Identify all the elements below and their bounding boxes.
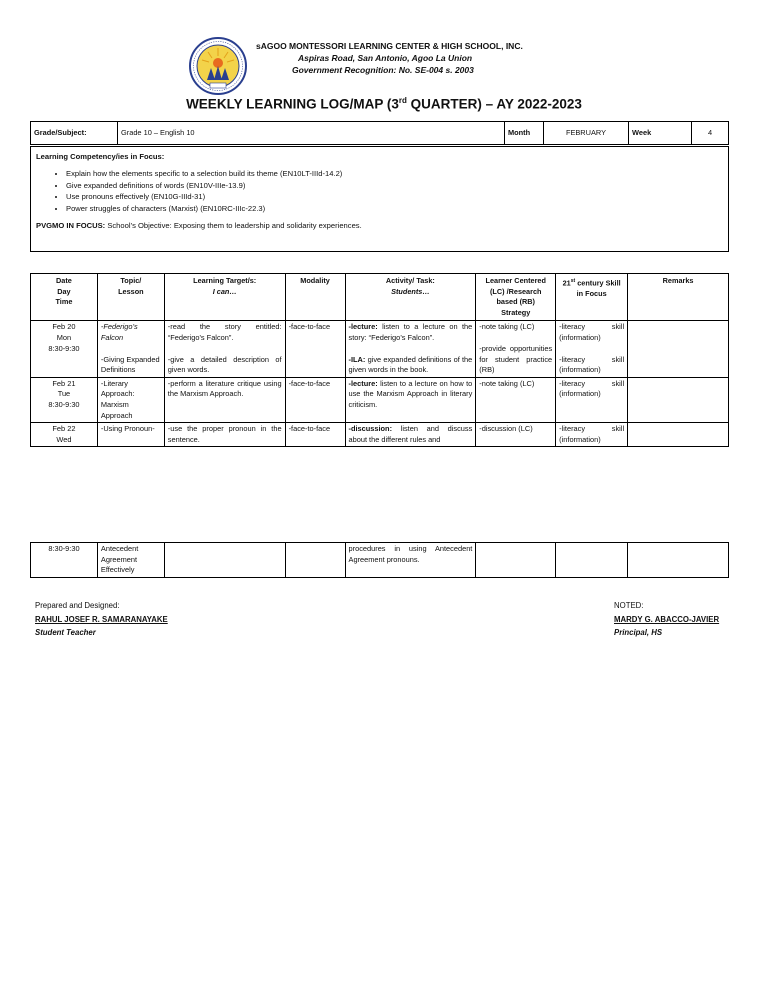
- topic-text: -Giving Expanded Definitions: [100, 354, 160, 375]
- header-topic: [97, 274, 164, 321]
- date-cell: [31, 423, 98, 447]
- noted-block: [614, 599, 719, 640]
- header-modality: Modality: [285, 274, 345, 321]
- learner-cell: [476, 543, 556, 578]
- remarks-cell: [628, 321, 729, 377]
- activity-label: -lecture:: [348, 322, 378, 332]
- skill-cell: [556, 321, 628, 377]
- date-text: Feb 22: [52, 424, 76, 434]
- header-activity: [345, 274, 476, 321]
- header-learner-line: (LC) /Research: [489, 286, 542, 296]
- week-value: 4: [692, 122, 729, 145]
- modality-cell: [285, 543, 345, 578]
- noted-name: MARDY G. ABACCO-JAVIER: [614, 614, 720, 624]
- skill-cell: -literacy skill (information): [556, 423, 628, 447]
- activity-cell: procedures in using Antecedent Agreement pronouns.: [345, 543, 476, 578]
- prepared-name: RAHUL JOSEF R. SAMARANAYAKE: [35, 614, 168, 624]
- table-row: [31, 377, 729, 422]
- competencies-heading: Learning Competency/ies in Focus:: [36, 152, 165, 161]
- header-target: [164, 274, 285, 321]
- title-text-end: QUARTER) – AY 2022-2023: [406, 96, 582, 112]
- topic-cell: -Literary Approach: Marxism Approach: [97, 377, 164, 422]
- school-address: Aspiras Road, San Antonio, Agoo La Union: [298, 53, 473, 63]
- header-date: [31, 274, 98, 321]
- topic-cell: Antecedent Agreement Effectively: [97, 543, 164, 578]
- header-learner-centered: [476, 274, 556, 321]
- date-cell: [31, 377, 98, 422]
- school-name: sAGOO MONTESSORI LEARNING CENTER & HIGH SCHOOL, INC.: [256, 41, 523, 51]
- table-row: [31, 423, 729, 447]
- header-lesson-line: Lesson: [118, 286, 144, 296]
- skill-text: -literacy skill (information): [559, 354, 625, 375]
- activity-desc: listen to a lecture on the story: “Federigo’s Falcon”.: [348, 322, 473, 342]
- skill-text: century Skill: [575, 278, 621, 288]
- target-text: -give a detailed description of given words.: [167, 354, 282, 375]
- header-skill-line: [558, 276, 625, 289]
- day-text: Wed: [56, 434, 72, 444]
- header-skill: [556, 274, 628, 321]
- skill-cell: -literacy skill (information): [556, 377, 628, 422]
- skill-number: 21: [562, 278, 571, 288]
- modality-cell: -face-to-face: [285, 423, 345, 447]
- target-cell: [164, 321, 285, 377]
- list-item: • Use pronouns effectively (EN10G-IIId-31): [66, 191, 723, 202]
- prepared-role: Student Teacher: [35, 628, 96, 637]
- skill-text: -literacy skill (information): [559, 322, 625, 342]
- noted-role: Principal, HS: [614, 628, 663, 637]
- header-ican-line: I can…: [212, 286, 237, 296]
- target-text: -read the story entitled: “Federigo’s Falcon”.: [167, 322, 282, 342]
- topic-cell: [97, 321, 164, 377]
- remarks-cell: [628, 377, 729, 422]
- prepared-block: [35, 599, 168, 640]
- header-learner-line: based (RB): [496, 297, 535, 307]
- header-day-line: Day: [57, 286, 71, 296]
- target-cell: [164, 543, 285, 578]
- header-learner-line: Learner Centered: [485, 276, 546, 285]
- info-table: [30, 121, 729, 145]
- school-header: [256, 40, 656, 76]
- grade-value: Grade 10 – English 10: [118, 122, 505, 145]
- month-value: FEBRUARY: [544, 122, 629, 145]
- learner-text: -note taking (LC): [479, 322, 535, 332]
- table-header-row: [31, 274, 729, 321]
- time-cell: 8:30-9:30: [31, 543, 98, 578]
- remarks-cell: [628, 543, 729, 578]
- noted-label: NOTED:: [614, 601, 644, 610]
- date-text: Feb 21: [52, 378, 76, 388]
- header-target-line: Learning Target/s:: [193, 276, 257, 285]
- modality-cell: -face-to-face: [285, 377, 345, 422]
- title-text: WEEKLY LEARNING LOG/MAP (3: [186, 96, 399, 112]
- header-activity-line: Activity/ Task:: [385, 276, 435, 285]
- prepared-label: Prepared and Designed:: [35, 601, 120, 610]
- school-recognition: Government Recognition: No. SE-004 s. 2003: [292, 65, 474, 75]
- list-item: • Give expanded definitions of words (EN10V-IIIe-13.9): [66, 180, 723, 191]
- learner-cell: [476, 321, 556, 377]
- modality-cell: -face-to-face: [285, 321, 345, 377]
- learning-log-table: [30, 273, 729, 447]
- continuation-table: [30, 542, 729, 578]
- activity-text: [349, 322, 473, 343]
- grade-label: Grade/Subject:: [31, 122, 118, 145]
- learner-cell: -discussion (LC): [476, 423, 556, 447]
- activity-desc: listen and discuss about the different rules and: [348, 424, 473, 444]
- time-text: 8:30-9:30: [48, 343, 80, 353]
- learner-text: -provide opportunities for student practice (RB): [479, 343, 553, 375]
- activity-label: -lecture:: [348, 378, 378, 388]
- activity-text: [349, 355, 473, 376]
- skill-cell: [556, 543, 628, 578]
- topic-text: -Federigo’s Falcon: [100, 322, 138, 342]
- topic-cell: -Using Pronoun-: [97, 423, 164, 447]
- pvgmo-label: PVGMO IN FOCUS:: [36, 221, 106, 231]
- header-skill-line2: in Focus: [576, 289, 607, 299]
- list-item: • Explain how the elements specific to a selection build its theme (EN10LT-IIId-14.2): [66, 168, 723, 179]
- remarks-cell: [628, 423, 729, 447]
- pvgmo-line: [36, 220, 723, 231]
- activity-cell: [345, 423, 476, 447]
- learner-cell: -note taking (LC): [476, 377, 556, 422]
- header-students-line: Students…: [391, 286, 430, 296]
- school-seal-logo: [188, 36, 248, 96]
- week-label: Week: [629, 122, 692, 145]
- day-text: Mon: [56, 332, 72, 342]
- page-title: [0, 96, 768, 112]
- header-learner-line: Strategy: [501, 307, 531, 317]
- competencies-box: [30, 146, 729, 252]
- target-cell: -perform a literature critique using the Marxism Approach.: [164, 377, 285, 422]
- date-cell: [31, 321, 98, 377]
- date-text: Feb 20: [52, 322, 76, 332]
- target-cell: -use the proper pronoun in the sentence.: [164, 423, 285, 447]
- header-topic-line: Topic/: [120, 276, 142, 285]
- activity-label: -ILA:: [348, 354, 366, 364]
- header-remarks: Remarks: [628, 274, 729, 321]
- month-label: Month: [505, 122, 544, 145]
- table-row: [31, 321, 729, 377]
- header-time-line: Time: [55, 297, 73, 307]
- activity-cell: [345, 321, 476, 377]
- activity-desc: give expanded definitions of the given words in the book.: [348, 354, 473, 375]
- pvgmo-text: School’s Objective: Exposing them to leadership and solidarity experiences.: [105, 221, 362, 231]
- activity-label: -discussion:: [348, 424, 393, 434]
- activity-cell: [345, 377, 476, 422]
- title-superscript: rd: [398, 96, 407, 105]
- day-text: Tue: [57, 389, 71, 399]
- header-date-line: Date: [56, 276, 72, 285]
- skill-sup: st: [570, 278, 576, 284]
- activity-desc: listen to a lecture on how to use the Marxism Approach in literary criticism.: [348, 378, 473, 409]
- list-item: • Power struggles of characters (Marxist) (EN10RC-IIIc-22.3): [66, 203, 723, 214]
- competencies-list: [36, 168, 723, 214]
- time-text: 8:30-9:30: [48, 399, 80, 409]
- table-row: [31, 543, 729, 578]
